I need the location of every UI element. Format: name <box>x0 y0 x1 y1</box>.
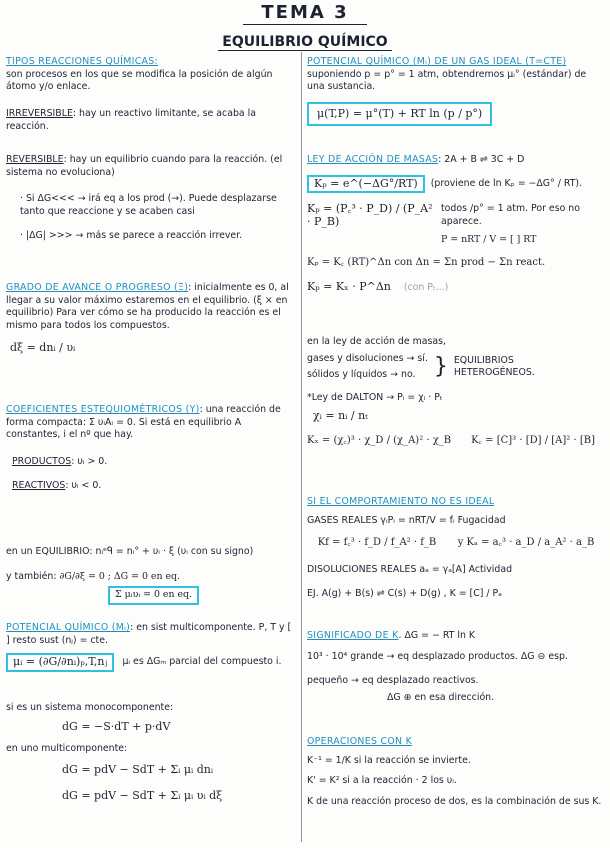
heading-tipos: TIPOS REACCIONES QUÍMICAS: <box>6 56 158 67</box>
section-irreversible <box>6 108 296 133</box>
operacion-2: K' = K² si a la reacción · 2 los υᵢ. <box>307 775 457 786</box>
gases-reales-line: GASES REALES γᵢPᵢ = nRT/V = fᵢ Fugacidad <box>307 514 506 526</box>
section-potencial <box>6 622 296 672</box>
section-grado <box>6 282 296 355</box>
column-divider <box>301 52 302 842</box>
heading-operaciones: OPERACIONES CON K <box>307 736 413 747</box>
kp-side-note: todos /p° = 1 atm. Por eso no aparece. <box>441 203 580 227</box>
text-potencial: : en sist multicomponente. P, T y [ ] resto sust (nⱼ) = cte. <box>6 622 292 646</box>
ka-equation: y Kₐ = a꜀³ · a_D / a_A² · a_B <box>457 537 595 548</box>
label-irreversible: IRREVERSIBLE <box>6 108 73 119</box>
kx-equation: Kₓ = (χ꜀)³ · χ_D / (χ_A)² · χ_B <box>307 434 452 446</box>
value-reactivos: : υᵢ < 0. <box>65 480 102 491</box>
section-tipos <box>6 56 296 94</box>
label-reversible: REVERSIBLE <box>6 154 64 165</box>
section-operaciones <box>307 736 605 808</box>
section-no-ideal <box>307 496 605 601</box>
mono-text: si es un sistema monocomponente: <box>6 702 174 713</box>
equilibrio-line-1: en un EQUILIBRIO: nᵢᵉᑫ = nᵢ° + υᵢ · ξ (υᵢ con su signo) <box>6 546 254 557</box>
significado-text: . ΔG = − RT ln K <box>398 630 476 641</box>
pequeno-line-2: ΔG ⊕ en esa dirección. <box>387 691 495 703</box>
grande-line: 10³ · 10⁴ grande → eq desplazado productos. ΔG ⊖ esp. <box>307 650 568 662</box>
text-grado: : inicialmente es 0, al llegar a su valor máximo estaremos en el equilibrio. (ξ × en equilibrio) Para ver cómo se ha producido la reacción es el mismo para todos los compuestos. <box>6 282 289 331</box>
gases-line: gases y disoluciones → sí. <box>307 352 428 364</box>
label-productos: PRODUCTOS <box>12 455 72 467</box>
section-equilibrio <box>6 546 296 605</box>
dalton-line: *Ley de DALTON → Pᵢ = χᵢ · Pₜ <box>307 391 443 403</box>
section-significado <box>307 630 605 704</box>
kp-equation: Kₚ = (P꜀³ · P_D) / (P_A² · P_B) <box>307 202 433 228</box>
heading-ley-masas: LEY DE ACCIÓN DE MASAS <box>307 154 439 165</box>
kp-box: Kₚ = e^(−ΔG°/RT) <box>307 175 425 194</box>
multi-equation-2: dG = pdV − SdT + Σᵢ μᵢ υᵢ dξ <box>62 789 223 802</box>
operacion-3: K de una reacción proceso de dos, es la combinación de sus K. <box>307 795 602 807</box>
multi-equation-1: dG = pdV − SdT + Σᵢ μᵢ dnᵢ <box>62 762 214 776</box>
equilibrio-box: Σ μᵢυᵢ = 0 en eq. <box>108 586 199 605</box>
page-subtitle: EQUILIBRIO QUÍMICO <box>218 34 391 51</box>
solidos-line: sólidos y líquidos → no. <box>307 369 416 380</box>
equation-grado: dξ = dnᵢ / υᵢ <box>10 341 76 354</box>
operacion-1: K⁻¹ = 1/K si la reacción se invierte. <box>307 754 471 766</box>
text-irreversible: : hay un reactivo limitante, se acaba la reacción. <box>6 108 256 132</box>
text-gas-ideal: suponiendo p = p° = 1 atm, obtendremos μᵢ° (estándar) de una sustancia. <box>307 68 587 92</box>
ejemplo-line: EJ. A(g) + B(s) ⇌ C(s) + D(g) , K = [C] / Pₐ <box>307 588 502 599</box>
text-coeficientes: : una reacción de forma compacta: Σ υᵢAᵢ = 0. Si está en equilibrio A constantes, i el nº que hay. <box>6 404 281 440</box>
section-sistemas <box>6 702 296 803</box>
heading-significado: SIGNIFICADO DE K <box>307 630 399 641</box>
section-ley-masas <box>307 154 605 295</box>
page-title: TEMA 3 <box>243 2 366 25</box>
kf-equation: Kf = f꜀³ · f_D / f_A² · f_B <box>317 537 437 548</box>
equilibrio-line-2: ∂G/∂ξ = 0 ; ΔG = 0 en eq. <box>59 570 181 582</box>
ley-text: en la ley de acción de masas, <box>307 336 447 347</box>
kp-kx-note: (con Pₜ...) <box>403 282 449 293</box>
pequeno-line: pequeño → eq desplazado reactivos. <box>307 675 479 686</box>
gas-ideal-box: μ(T,P) = μ°(T) + RT ln (p / p°) <box>307 102 492 127</box>
heading-coeficientes: COEFICIENTES ESTEQUIOMÉTRICOS (Υ) <box>6 404 200 415</box>
label-reactivos: REACTIVOS <box>12 480 66 491</box>
mono-equation: dG = −S·dT + p·dV <box>62 719 171 733</box>
bullet-reversible-2: · |ΔG| >>> → más se parece a reacción irrever. <box>20 230 243 241</box>
section-heterogeneos <box>307 336 605 447</box>
section-coeficientes <box>6 404 296 493</box>
value-productos: : υᵢ > 0. <box>71 455 108 467</box>
bullet-reversible-1: · Si ΔG<<< → irá eq a los prod (→). Puede desplazarse tanto que reaccione y se acaben casi <box>20 193 277 217</box>
kp-kx-relation: Kₚ = Kₓ · P^Δn <box>307 280 391 293</box>
kp-note: (proviene de ln Kₚ = −ΔG° / RT). <box>430 177 583 189</box>
heading-gas-ideal: POTENCIAL QUÍMICO (Μᵢ) DE UN GAS IDEAL (T=CTE) <box>307 56 567 67</box>
equilibrios-note: EQUILIBRIOS HETEROGÉNEOS. <box>453 354 535 378</box>
potencial-desc: μᵢ es ΔGₘ parcial del compuesto i. <box>122 656 282 667</box>
potencial-box: μᵢ = (∂G/∂nᵢ)ₚ,T,nⱼ <box>6 653 114 672</box>
multi-text: en uno multicomponente: <box>6 743 128 754</box>
section-reversible <box>6 154 296 243</box>
text-tipos: son procesos en los que se modifica la posición de algún átomo y/o enlace. <box>6 68 273 92</box>
ley-reaccion: : 2A + B ⇌ 3C + D <box>438 154 525 165</box>
kp-pressure: P = nRT / V = [ ] RT <box>441 234 537 245</box>
chi-equation: χᵢ = nᵢ / nₜ <box>313 409 368 422</box>
heading-no-ideal: SI EL COMPORTAMIENTO NO ES IDEAL <box>307 496 495 507</box>
disoluciones-line: DISOLUCIONES REALES aₐ = γₐ[A] Actividad <box>307 563 513 575</box>
kp-kc-relation: Kₚ = K꜀ (RT)^Δn con Δn = Σn prod − Σn react. <box>307 256 546 268</box>
kc-equation: K꜀ = [C]³ · [D] / [A]² · [B] <box>471 434 595 446</box>
brace-icon: } <box>433 354 448 379</box>
heading-grado: GRADO DE AVANCE O PROGRESO (Ξ) <box>6 282 189 293</box>
equilibrio-also: y también: <box>6 570 57 582</box>
text-reversible: : hay un equilibrio cuando para la reacción. (el sistema no evoluciona) <box>6 154 283 178</box>
section-gas-ideal <box>307 56 605 126</box>
heading-potencial: POTENCIAL QUÍMICO (Μᵢ) <box>6 622 131 633</box>
